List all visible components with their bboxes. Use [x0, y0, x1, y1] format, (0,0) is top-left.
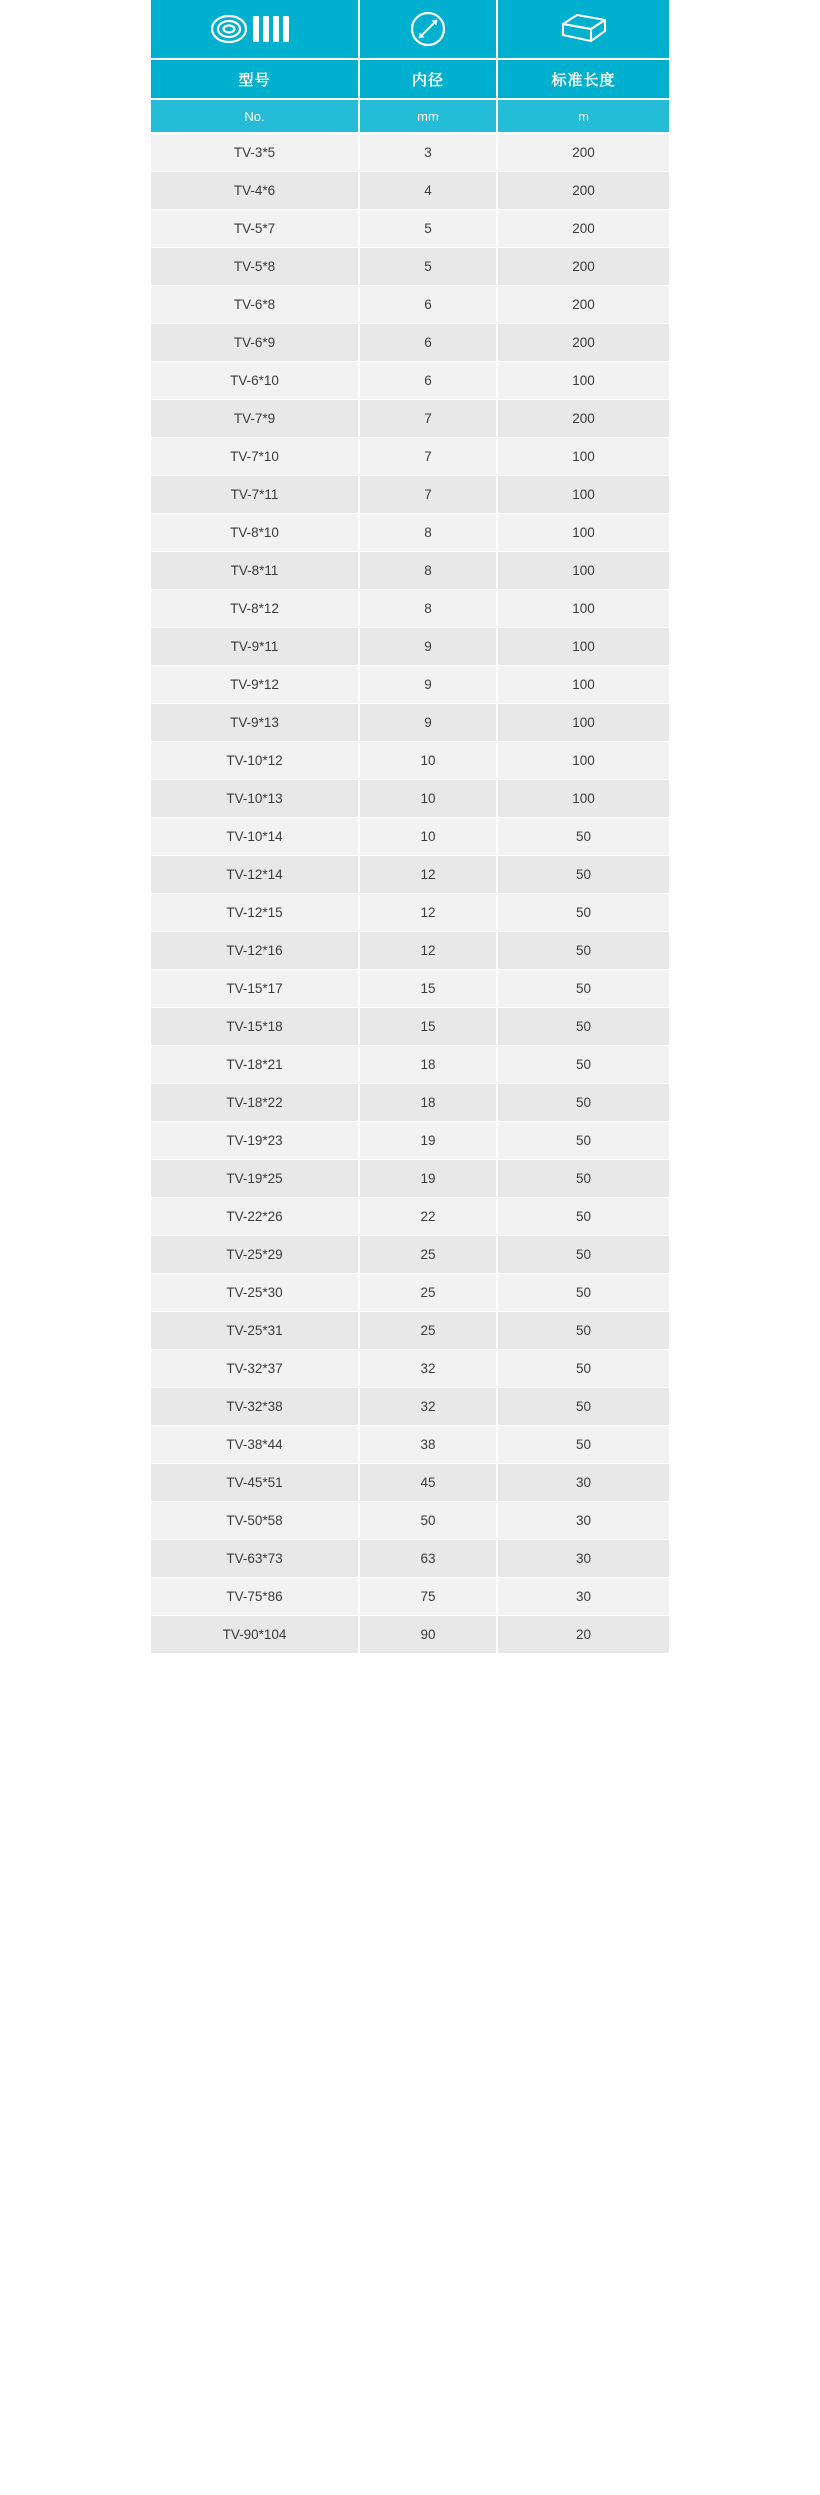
cell-inner-diameter: 9: [359, 628, 497, 666]
inner-diameter-icon: [360, 0, 496, 58]
cell-model: TV-15*18: [151, 1008, 359, 1046]
icon-header-row: [151, 0, 669, 59]
cell-inner-diameter: 25: [359, 1236, 497, 1274]
cell-model: TV-45*51: [151, 1464, 359, 1502]
cell-inner-diameter: 3: [359, 133, 497, 172]
table-row: [151, 1540, 669, 1578]
table-row: [151, 1502, 669, 1540]
table-row: [151, 248, 669, 286]
cell-inner-diameter: 4: [359, 172, 497, 210]
table-row: [151, 704, 669, 742]
table-row: [151, 1464, 669, 1502]
cell-standard-length: 50: [497, 894, 669, 932]
cell-model: TV-12*15: [151, 894, 359, 932]
cell-model: TV-25*29: [151, 1236, 359, 1274]
cell-standard-length: 50: [497, 1160, 669, 1198]
table-row: [151, 286, 669, 324]
cell-standard-length: 50: [497, 1236, 669, 1274]
cell-standard-length: 50: [497, 1426, 669, 1464]
cell-standard-length: 100: [497, 742, 669, 780]
cell-inner-diameter: 25: [359, 1274, 497, 1312]
table-row: [151, 1274, 669, 1312]
cell-standard-length: 200: [497, 400, 669, 438]
table-row: [151, 133, 669, 172]
header-model: 型号: [151, 59, 359, 99]
cell-standard-length: 20: [497, 1616, 669, 1654]
cell-inner-diameter: 8: [359, 590, 497, 628]
table-row: [151, 1198, 669, 1236]
cell-standard-length: 50: [497, 1122, 669, 1160]
cell-model: TV-9*12: [151, 666, 359, 704]
cell-standard-length: 30: [497, 1578, 669, 1616]
cell-inner-diameter: 7: [359, 476, 497, 514]
table-row: [151, 628, 669, 666]
cell-inner-diameter: 10: [359, 742, 497, 780]
cell-standard-length: 200: [497, 248, 669, 286]
cell-model: TV-6*8: [151, 286, 359, 324]
cell-inner-diameter: 45: [359, 1464, 497, 1502]
cell-standard-length: 50: [497, 1046, 669, 1084]
primary-header-row: [151, 59, 669, 99]
table-header: [151, 0, 669, 133]
cell-model: TV-25*31: [151, 1312, 359, 1350]
table-row: [151, 324, 669, 362]
table-row: [151, 590, 669, 628]
cell-model: TV-4*6: [151, 172, 359, 210]
cell-inner-diameter: 12: [359, 932, 497, 970]
cell-model: TV-19*23: [151, 1122, 359, 1160]
cell-model: TV-7*9: [151, 400, 359, 438]
cell-model: TV-9*13: [151, 704, 359, 742]
table-row: [151, 1160, 669, 1198]
cell-model: TV-22*26: [151, 1198, 359, 1236]
cell-standard-length: 100: [497, 514, 669, 552]
cell-model: TV-19*25: [151, 1160, 359, 1198]
cell-model: TV-6*9: [151, 324, 359, 362]
cell-inner-diameter: 18: [359, 1084, 497, 1122]
cell-inner-diameter: 6: [359, 362, 497, 400]
cell-standard-length: 50: [497, 1388, 669, 1426]
table-row: [151, 1312, 669, 1350]
cell-standard-length: 100: [497, 780, 669, 818]
cell-inner-diameter: 90: [359, 1616, 497, 1654]
cell-standard-length: 200: [497, 210, 669, 248]
cell-standard-length: 30: [497, 1540, 669, 1578]
table-row: [151, 1616, 669, 1654]
cell-model: TV-6*10: [151, 362, 359, 400]
cell-standard-length: 200: [497, 133, 669, 172]
cell-standard-length: 100: [497, 476, 669, 514]
cell-inner-diameter: 15: [359, 1008, 497, 1046]
cell-standard-length: 50: [497, 1008, 669, 1046]
table-row: [151, 970, 669, 1008]
table-row: [151, 476, 669, 514]
cell-model: TV-5*8: [151, 248, 359, 286]
cell-standard-length: 50: [497, 856, 669, 894]
cell-standard-length: 50: [497, 818, 669, 856]
cell-model: TV-7*10: [151, 438, 359, 476]
table-row: [151, 1122, 669, 1160]
table-row: [151, 666, 669, 704]
cell-model: TV-3*5: [151, 133, 359, 172]
table-row: [151, 1046, 669, 1084]
table-row: [151, 1236, 669, 1274]
cell-model: TV-7*11: [151, 476, 359, 514]
cell-standard-length: 100: [497, 704, 669, 742]
cell-model: TV-90*104: [151, 1616, 359, 1654]
cell-inner-diameter: 6: [359, 286, 497, 324]
cell-inner-diameter: 22: [359, 1198, 497, 1236]
cell-model: TV-9*11: [151, 628, 359, 666]
table-row: [151, 552, 669, 590]
cell-inner-diameter: 6: [359, 324, 497, 362]
unit-model: No.: [151, 99, 359, 133]
header-standard-length: 标准长度: [497, 59, 669, 99]
cell-model: TV-12*16: [151, 932, 359, 970]
hose-coil-icon: [151, 0, 358, 58]
cell-standard-length: 50: [497, 1198, 669, 1236]
specification-table: [151, 0, 669, 1654]
cell-inner-diameter: 50: [359, 1502, 497, 1540]
cell-inner-diameter: 5: [359, 248, 497, 286]
cell-model: TV-38*44: [151, 1426, 359, 1464]
table-row: [151, 742, 669, 780]
cell-standard-length: 30: [497, 1464, 669, 1502]
cell-model: TV-18*22: [151, 1084, 359, 1122]
cell-inner-diameter: 12: [359, 894, 497, 932]
cell-inner-diameter: 9: [359, 666, 497, 704]
cell-inner-diameter: 8: [359, 514, 497, 552]
cell-inner-diameter: 7: [359, 438, 497, 476]
package-box-icon: [498, 0, 669, 58]
header-inner-diameter: 内径: [359, 59, 497, 99]
cell-model: TV-25*30: [151, 1274, 359, 1312]
cell-inner-diameter: 19: [359, 1122, 497, 1160]
table-body: [151, 133, 669, 1654]
table-row: [151, 894, 669, 932]
table-row: [151, 856, 669, 894]
cell-standard-length: 100: [497, 628, 669, 666]
unit-header-row: [151, 99, 669, 133]
table-row: [151, 932, 669, 970]
cell-model: TV-75*86: [151, 1578, 359, 1616]
cell-model: TV-8*11: [151, 552, 359, 590]
table-row: [151, 1008, 669, 1046]
cell-model: TV-32*38: [151, 1388, 359, 1426]
cell-inner-diameter: 12: [359, 856, 497, 894]
cell-standard-length: 100: [497, 362, 669, 400]
cell-model: TV-5*7: [151, 210, 359, 248]
table-row: [151, 400, 669, 438]
cell-standard-length: 50: [497, 1312, 669, 1350]
cell-standard-length: 100: [497, 590, 669, 628]
table-row: [151, 1578, 669, 1616]
cell-inner-diameter: 15: [359, 970, 497, 1008]
cell-model: TV-12*14: [151, 856, 359, 894]
cell-inner-diameter: 10: [359, 780, 497, 818]
table-row: [151, 818, 669, 856]
cell-standard-length: 200: [497, 172, 669, 210]
cell-model: TV-8*10: [151, 514, 359, 552]
cell-standard-length: 100: [497, 666, 669, 704]
cell-inner-diameter: 9: [359, 704, 497, 742]
table-row: [151, 514, 669, 552]
cell-standard-length: 200: [497, 286, 669, 324]
cell-inner-diameter: 18: [359, 1046, 497, 1084]
cell-standard-length: 50: [497, 932, 669, 970]
icon-cell-length: [497, 0, 669, 59]
cell-inner-diameter: 63: [359, 1540, 497, 1578]
cell-standard-length: 50: [497, 970, 669, 1008]
cell-standard-length: 100: [497, 552, 669, 590]
cell-standard-length: 50: [497, 1274, 669, 1312]
cell-model: TV-10*14: [151, 818, 359, 856]
icon-cell-inner-diameter: [359, 0, 497, 59]
cell-model: TV-10*12: [151, 742, 359, 780]
cell-model: TV-63*73: [151, 1540, 359, 1578]
table-row: [151, 438, 669, 476]
cell-model: TV-18*21: [151, 1046, 359, 1084]
table-row: [151, 1426, 669, 1464]
cell-inner-diameter: 10: [359, 818, 497, 856]
cell-inner-diameter: 19: [359, 1160, 497, 1198]
table-row: [151, 172, 669, 210]
cell-model: TV-8*12: [151, 590, 359, 628]
cell-inner-diameter: 7: [359, 400, 497, 438]
cell-model: TV-15*17: [151, 970, 359, 1008]
unit-standard-length: m: [497, 99, 669, 133]
unit-inner-diameter: mm: [359, 99, 497, 133]
cell-standard-length: 100: [497, 438, 669, 476]
cell-standard-length: 200: [497, 324, 669, 362]
cell-standard-length: 30: [497, 1502, 669, 1540]
cell-inner-diameter: 25: [359, 1312, 497, 1350]
table-row: [151, 362, 669, 400]
cell-inner-diameter: 38: [359, 1426, 497, 1464]
cell-inner-diameter: 75: [359, 1578, 497, 1616]
table-row: [151, 210, 669, 248]
table-row: [151, 1084, 669, 1122]
icon-cell-model: [151, 0, 359, 59]
table-row: [151, 1350, 669, 1388]
cell-inner-diameter: 32: [359, 1388, 497, 1426]
cell-inner-diameter: 5: [359, 210, 497, 248]
cell-standard-length: 50: [497, 1350, 669, 1388]
cell-model: TV-10*13: [151, 780, 359, 818]
cell-model: TV-32*37: [151, 1350, 359, 1388]
table-row: [151, 1388, 669, 1426]
cell-model: TV-50*58: [151, 1502, 359, 1540]
cell-standard-length: 50: [497, 1084, 669, 1122]
table-row: [151, 780, 669, 818]
cell-inner-diameter: 32: [359, 1350, 497, 1388]
cell-inner-diameter: 8: [359, 552, 497, 590]
